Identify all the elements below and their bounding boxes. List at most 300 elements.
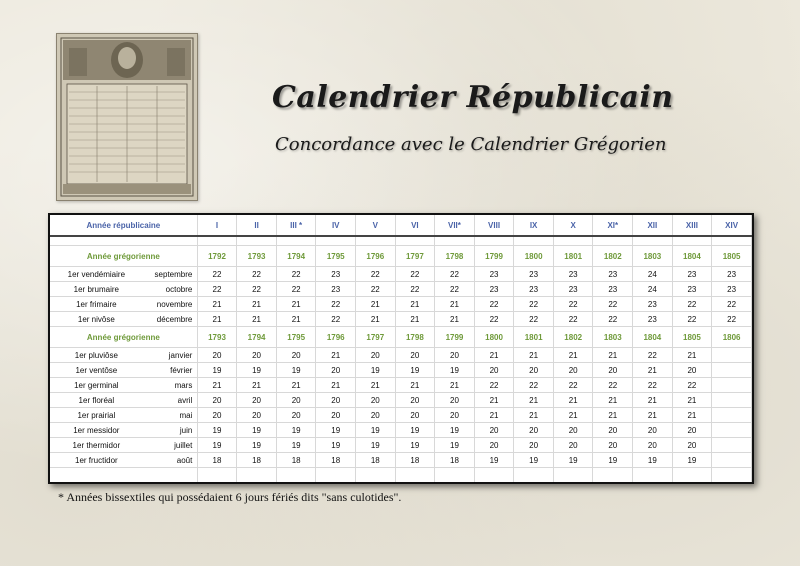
day-cell: 21 <box>276 297 316 312</box>
day-cell: 22 <box>356 267 396 282</box>
day-cell <box>712 453 752 468</box>
day-cell: 22 <box>395 267 435 282</box>
gregorian-year-cell: 1797 <box>395 246 435 267</box>
day-cell: 20 <box>316 408 356 423</box>
day-cell: 21 <box>237 297 277 312</box>
table-row <box>50 297 752 312</box>
day-cell: 20 <box>553 363 593 378</box>
day-cell: 21 <box>276 312 316 327</box>
day-cell: 19 <box>356 363 396 378</box>
day-cell: 22 <box>672 378 712 393</box>
day-cell: 20 <box>435 348 475 363</box>
gregorian-year-cell: 1805 <box>712 246 752 267</box>
empty-cell <box>712 468 752 483</box>
day-cell: 21 <box>356 297 396 312</box>
spacer-cell <box>356 236 396 246</box>
gregorian-month-label: avril <box>177 395 193 405</box>
day-cell: 20 <box>395 393 435 408</box>
empty-cell <box>356 468 396 483</box>
table-row <box>50 438 752 453</box>
gregorian-year-cell: 1803 <box>593 327 633 348</box>
republican-month-label: 1er vendémiaire <box>67 269 126 279</box>
day-cell: 22 <box>474 312 514 327</box>
republican-year-cell: II <box>237 215 277 236</box>
gregorian-month-label: juillet <box>174 440 193 450</box>
day-cell: 19 <box>395 423 435 438</box>
day-cell: 19 <box>395 438 435 453</box>
day-cell: 21 <box>672 348 712 363</box>
gregorian-year-cell: 1800 <box>474 327 514 348</box>
day-cell: 20 <box>237 393 277 408</box>
day-cell: 20 <box>474 438 514 453</box>
day-cell: 23 <box>672 282 712 297</box>
day-cell: 23 <box>712 282 752 297</box>
day-cell: 20 <box>276 393 316 408</box>
day-cell: 21 <box>672 393 712 408</box>
day-cell: 19 <box>237 423 277 438</box>
day-cell: 20 <box>395 348 435 363</box>
day-cell: 24 <box>633 282 673 297</box>
spacer-row <box>50 236 752 246</box>
republican-month-label: 1er ventôse <box>75 365 118 375</box>
day-cell: 19 <box>197 423 237 438</box>
month-label-cell <box>50 408 197 423</box>
day-cell: 22 <box>633 348 673 363</box>
day-cell: 19 <box>356 423 396 438</box>
empty-cell <box>514 468 554 483</box>
gregorian-year-cell: 1801 <box>553 246 593 267</box>
spacer-cell <box>50 236 197 246</box>
republican-year-cell: IV <box>316 215 356 236</box>
day-cell: 22 <box>435 282 475 297</box>
day-cell: 23 <box>672 267 712 282</box>
day-cell: 19 <box>356 438 396 453</box>
month-label-cell <box>50 348 197 363</box>
day-cell: 19 <box>474 453 514 468</box>
table-row <box>50 348 752 363</box>
day-cell: 21 <box>553 408 593 423</box>
day-cell: 21 <box>633 393 673 408</box>
spacer-cell <box>553 236 593 246</box>
republican-year-cell: VI <box>395 215 435 236</box>
month-label-cell <box>50 282 197 297</box>
day-cell: 22 <box>276 267 316 282</box>
footnote: * Années bissextiles qui possédaient 6 jours fériés dits "sans culotides". <box>58 490 402 504</box>
gregorian-year-cell: 1795 <box>316 246 356 267</box>
day-cell <box>712 423 752 438</box>
gregorian-month-label: janvier <box>168 350 193 360</box>
month-label-cell <box>50 267 197 282</box>
spacer-cell <box>276 236 316 246</box>
day-cell: 22 <box>593 378 633 393</box>
calendar-poster-image <box>56 33 198 201</box>
day-cell <box>712 363 752 378</box>
month-label-cell <box>50 378 197 393</box>
day-cell: 21 <box>435 378 475 393</box>
day-cell: 19 <box>237 438 277 453</box>
gregorian-year-cell: 1801 <box>514 327 554 348</box>
day-cell: 21 <box>593 348 633 363</box>
table-row <box>50 363 752 378</box>
day-cell: 18 <box>197 453 237 468</box>
republican-month-label: 1er floréal <box>78 395 115 405</box>
day-cell: 22 <box>514 297 554 312</box>
gregorian-year-cell: 1799 <box>435 327 475 348</box>
day-cell: 22 <box>237 282 277 297</box>
gregorian-month-label: septembre <box>154 269 193 279</box>
day-cell: 21 <box>276 378 316 393</box>
day-cell: 18 <box>276 453 316 468</box>
day-cell: 19 <box>553 453 593 468</box>
republican-year-cell: XII <box>633 215 673 236</box>
day-cell: 22 <box>237 267 277 282</box>
day-cell: 22 <box>553 297 593 312</box>
day-cell: 21 <box>197 297 237 312</box>
day-cell: 21 <box>356 312 396 327</box>
day-cell: 19 <box>197 363 237 378</box>
gregorian-year-cell: 1794 <box>276 246 316 267</box>
day-cell: 20 <box>316 393 356 408</box>
republican-month-label: 1er thermidor <box>72 440 121 450</box>
day-cell: 20 <box>356 393 396 408</box>
gregorian-year-cell: 1802 <box>553 327 593 348</box>
gregorian-year-row-2 <box>50 327 752 348</box>
republican-year-cell: VII* <box>435 215 475 236</box>
republican-year-cell: VIII <box>474 215 514 236</box>
gregorian-year-cell: 1805 <box>672 327 712 348</box>
day-cell: 20 <box>593 363 633 378</box>
republican-year-cell: X <box>553 215 593 236</box>
day-cell: 20 <box>593 438 633 453</box>
day-cell: 22 <box>474 297 514 312</box>
day-cell: 20 <box>197 408 237 423</box>
month-label-cell <box>50 312 197 327</box>
republican-month-label: 1er brumaire <box>73 284 120 294</box>
republican-month-label: 1er pluviôse <box>74 350 118 360</box>
day-cell: 20 <box>474 363 514 378</box>
day-cell: 23 <box>633 312 673 327</box>
day-cell <box>712 408 752 423</box>
day-cell: 20 <box>593 423 633 438</box>
day-cell: 19 <box>276 363 316 378</box>
day-cell: 21 <box>553 393 593 408</box>
day-cell: 21 <box>237 378 277 393</box>
day-cell: 22 <box>197 267 237 282</box>
day-cell: 22 <box>276 282 316 297</box>
republican-month-label: 1er germinal <box>74 380 119 390</box>
day-cell: 23 <box>593 267 633 282</box>
gregorian-month-label: décembre <box>156 314 193 324</box>
spacer-cell <box>395 236 435 246</box>
spacer-cell <box>712 236 752 246</box>
concordance-table <box>50 215 752 483</box>
day-cell: 19 <box>197 438 237 453</box>
day-cell: 19 <box>435 438 475 453</box>
empty-cell <box>316 468 356 483</box>
gregorian-month-label: mai <box>179 410 193 420</box>
day-cell: 22 <box>197 282 237 297</box>
table-row <box>50 282 752 297</box>
day-cell: 22 <box>672 312 712 327</box>
gregorian-year-cell: 1804 <box>633 327 673 348</box>
day-cell: 22 <box>316 297 356 312</box>
day-cell: 22 <box>514 312 554 327</box>
gregorian-year-cell: 1804 <box>672 246 712 267</box>
day-cell: 23 <box>514 282 554 297</box>
month-label-cell <box>50 453 197 468</box>
day-cell: 20 <box>356 408 396 423</box>
republican-year-cell: XIV <box>712 215 752 236</box>
day-cell: 21 <box>356 378 396 393</box>
republican-year-cell: III * <box>276 215 316 236</box>
day-cell: 21 <box>197 312 237 327</box>
day-cell: 19 <box>316 423 356 438</box>
gregorian-year-cell: 1795 <box>276 327 316 348</box>
month-label-cell <box>50 297 197 312</box>
day-cell: 22 <box>672 297 712 312</box>
month-label-cell <box>50 438 197 453</box>
empty-cell <box>553 468 593 483</box>
spacer-cell <box>672 236 712 246</box>
day-cell: 20 <box>435 408 475 423</box>
day-cell: 21 <box>514 408 554 423</box>
day-cell: 19 <box>672 453 712 468</box>
day-cell: 21 <box>197 378 237 393</box>
republican-month-label: 1er nivôse <box>77 314 115 324</box>
month-label-cell <box>50 423 197 438</box>
republican-month-label: 1er prairial <box>77 410 116 420</box>
spacer-cell <box>237 236 277 246</box>
day-cell: 22 <box>712 297 752 312</box>
spacer-cell <box>593 236 633 246</box>
day-cell: 21 <box>435 312 475 327</box>
republican-month-label: 1er fructidor <box>75 455 118 465</box>
day-cell: 22 <box>593 297 633 312</box>
day-cell: 20 <box>514 438 554 453</box>
gregorian-year-cell: 1797 <box>356 327 396 348</box>
day-cell: 22 <box>395 282 435 297</box>
day-cell: 20 <box>672 438 712 453</box>
day-cell: 24 <box>633 267 673 282</box>
gregorian-year-cell: 1802 <box>593 246 633 267</box>
table-row <box>50 423 752 438</box>
day-cell: 20 <box>276 348 316 363</box>
gregorian-year-cell: 1799 <box>474 246 514 267</box>
day-cell: 21 <box>514 393 554 408</box>
table-row <box>50 453 752 468</box>
day-cell: 19 <box>316 438 356 453</box>
day-cell: 20 <box>633 438 673 453</box>
day-cell: 18 <box>435 453 475 468</box>
empty-cell <box>474 468 514 483</box>
day-cell: 21 <box>514 348 554 363</box>
gregorian-year-cell: 1803 <box>633 246 673 267</box>
table-row <box>50 408 752 423</box>
spacer-cell <box>633 236 673 246</box>
day-cell: 19 <box>514 453 554 468</box>
day-cell: 20 <box>237 348 277 363</box>
day-cell: 21 <box>553 348 593 363</box>
gregorian-month-label: mars <box>174 380 193 390</box>
day-cell: 20 <box>672 363 712 378</box>
gregorian-month-label: juin <box>179 425 193 435</box>
day-cell: 19 <box>237 363 277 378</box>
day-cell: 19 <box>633 453 673 468</box>
gregorian-year-cell: 1793 <box>237 246 277 267</box>
day-cell: 20 <box>237 408 277 423</box>
spacer-cell <box>197 236 237 246</box>
gregorian-year-cell: 1798 <box>435 246 475 267</box>
gregorian-month-label: août <box>176 455 193 465</box>
day-cell: 22 <box>633 378 673 393</box>
empty-cell <box>435 468 475 483</box>
page-subtitle: Concordance avec le Calendrier Grégorien <box>275 134 667 155</box>
day-cell: 18 <box>356 453 396 468</box>
day-cell: 19 <box>593 453 633 468</box>
day-cell: 23 <box>316 267 356 282</box>
gregorian-year-label: Année grégorienne <box>50 327 197 348</box>
day-cell: 21 <box>593 393 633 408</box>
day-cell <box>712 438 752 453</box>
day-cell: 22 <box>553 378 593 393</box>
day-cell: 20 <box>276 408 316 423</box>
day-cell: 22 <box>553 312 593 327</box>
spacer-cell <box>435 236 475 246</box>
concordance-table-panel <box>48 213 754 484</box>
empty-cell <box>395 468 435 483</box>
empty-cell <box>672 468 712 483</box>
day-cell: 19 <box>395 363 435 378</box>
empty-cell <box>237 468 277 483</box>
day-cell: 20 <box>474 423 514 438</box>
day-cell: 21 <box>474 408 514 423</box>
republican-month-label: 1er messidor <box>73 425 120 435</box>
day-cell: 21 <box>316 348 356 363</box>
day-cell: 21 <box>474 393 514 408</box>
gregorian-year-cell: 1806 <box>712 327 752 348</box>
month-label-cell <box>50 363 197 378</box>
day-cell: 20 <box>633 423 673 438</box>
day-cell: 21 <box>672 408 712 423</box>
day-cell: 20 <box>197 393 237 408</box>
table-row <box>50 378 752 393</box>
spacer-cell <box>514 236 554 246</box>
empty-cell <box>197 468 237 483</box>
empty-row <box>50 468 752 483</box>
day-cell: 22 <box>712 312 752 327</box>
day-cell: 20 <box>395 408 435 423</box>
gregorian-year-cell: 1793 <box>197 327 237 348</box>
table-row <box>50 393 752 408</box>
spacer-cell <box>474 236 514 246</box>
republican-year-cell: XI* <box>593 215 633 236</box>
day-cell: 21 <box>395 378 435 393</box>
republican-year-cell: XIII <box>672 215 712 236</box>
gregorian-year-cell: 1800 <box>514 246 554 267</box>
gregorian-month-label: février <box>170 365 193 375</box>
empty-cell <box>50 468 197 483</box>
day-cell: 22 <box>474 378 514 393</box>
day-cell: 21 <box>633 363 673 378</box>
day-cell: 22 <box>435 267 475 282</box>
day-cell: 19 <box>276 438 316 453</box>
day-cell: 21 <box>237 312 277 327</box>
empty-cell <box>593 468 633 483</box>
day-cell: 23 <box>316 282 356 297</box>
day-cell: 23 <box>593 282 633 297</box>
gregorian-year-label: Année grégorienne <box>50 246 197 267</box>
day-cell: 19 <box>435 363 475 378</box>
day-cell: 23 <box>712 267 752 282</box>
day-cell: 23 <box>474 282 514 297</box>
empty-cell <box>276 468 316 483</box>
day-cell: 20 <box>553 438 593 453</box>
gregorian-year-cell: 1794 <box>237 327 277 348</box>
day-cell: 18 <box>395 453 435 468</box>
gregorian-year-cell: 1796 <box>356 246 396 267</box>
republican-year-label: Année républicaine <box>50 215 197 236</box>
day-cell <box>712 378 752 393</box>
day-cell: 23 <box>553 282 593 297</box>
day-cell: 19 <box>276 423 316 438</box>
gregorian-year-row-1 <box>50 246 752 267</box>
gregorian-year-cell: 1798 <box>395 327 435 348</box>
table-row <box>50 267 752 282</box>
day-cell: 23 <box>553 267 593 282</box>
day-cell: 22 <box>514 378 554 393</box>
spacer-cell <box>316 236 356 246</box>
gregorian-year-cell: 1796 <box>316 327 356 348</box>
gregorian-month-label: novembre <box>156 299 193 309</box>
day-cell: 22 <box>593 312 633 327</box>
republican-year-cell: IX <box>514 215 554 236</box>
day-cell: 23 <box>474 267 514 282</box>
day-cell: 18 <box>316 453 356 468</box>
day-cell <box>712 348 752 363</box>
empty-cell <box>633 468 673 483</box>
day-cell: 21 <box>395 297 435 312</box>
republican-month-label: 1er frimaire <box>76 299 117 309</box>
month-label-cell <box>50 393 197 408</box>
day-cell: 19 <box>435 423 475 438</box>
day-cell: 20 <box>316 363 356 378</box>
table-row <box>50 312 752 327</box>
day-cell: 20 <box>553 423 593 438</box>
gregorian-year-cell: 1792 <box>197 246 237 267</box>
day-cell: 20 <box>197 348 237 363</box>
republican-year-cell: V <box>356 215 396 236</box>
day-cell: 20 <box>514 423 554 438</box>
day-cell: 21 <box>474 348 514 363</box>
day-cell: 22 <box>316 312 356 327</box>
day-cell: 20 <box>672 423 712 438</box>
day-cell: 20 <box>356 348 396 363</box>
day-cell: 20 <box>435 393 475 408</box>
day-cell <box>712 393 752 408</box>
day-cell: 21 <box>316 378 356 393</box>
day-cell: 21 <box>435 297 475 312</box>
day-cell: 23 <box>633 297 673 312</box>
gregorian-month-label: octobre <box>165 284 193 294</box>
day-cell: 20 <box>514 363 554 378</box>
day-cell: 21 <box>593 408 633 423</box>
republican-year-cell: I <box>197 215 237 236</box>
day-cell: 22 <box>356 282 396 297</box>
page-title: Calendrier Républicain <box>272 80 674 115</box>
day-cell: 18 <box>237 453 277 468</box>
day-cell: 21 <box>395 312 435 327</box>
day-cell: 23 <box>514 267 554 282</box>
